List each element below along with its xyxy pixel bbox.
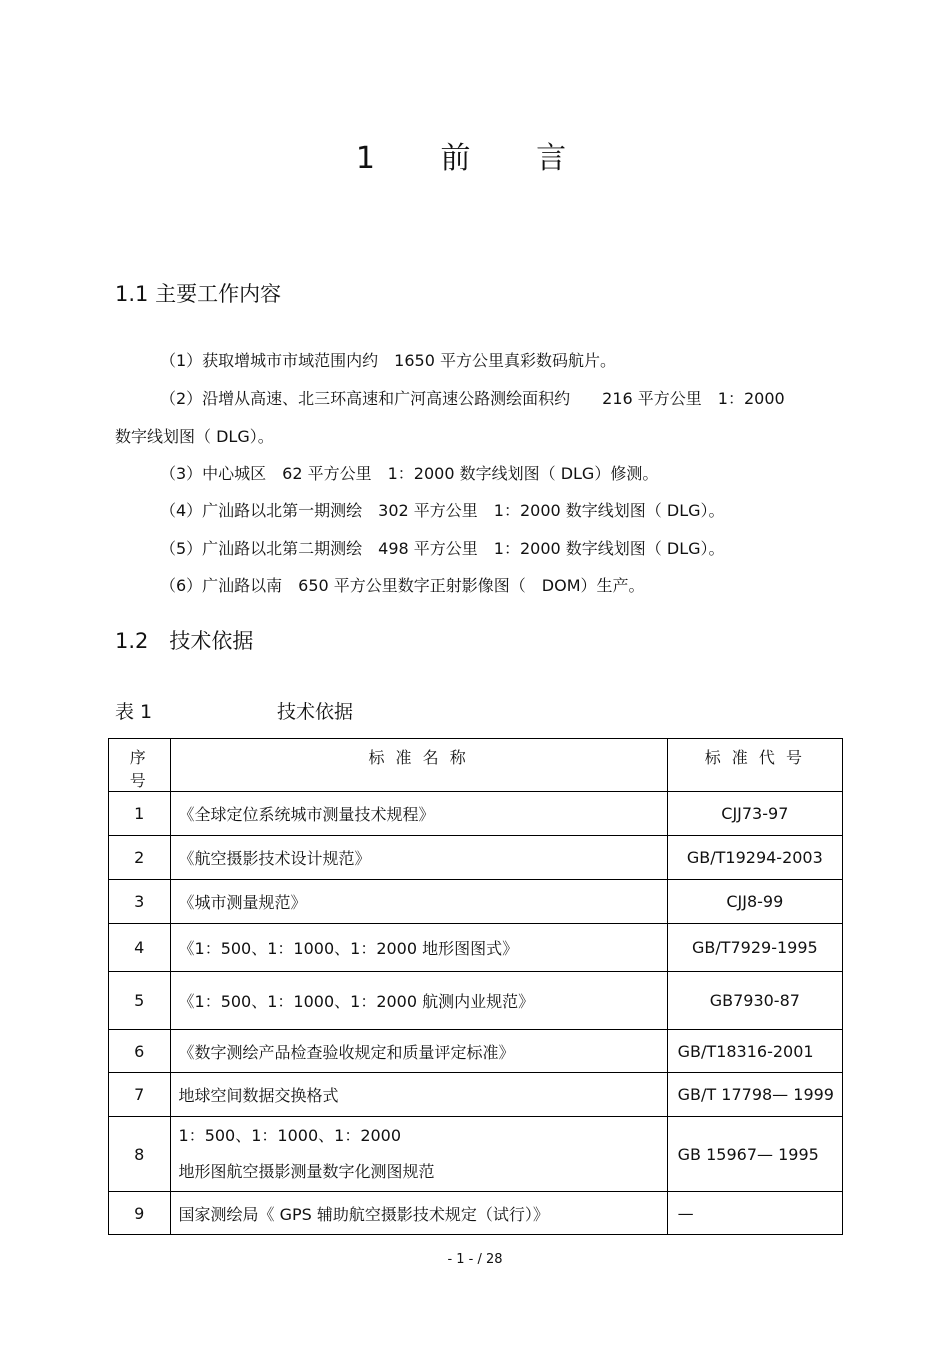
- table-label: 表 1: [115, 701, 153, 723]
- row-no: 1: [109, 792, 171, 836]
- row-name-line-2: 地形图航空摄影测量数字化测图规范: [178, 1162, 435, 1181]
- row-name: 《全球定位系统城市测量技术规程》: [170, 792, 667, 836]
- work-item-2-continuation: 数字线划图（ DLG）。: [115, 427, 274, 446]
- table-row: [109, 792, 843, 836]
- work-item-5: （5）广汕路以北第二期测绘 498 平方公里 1：2000 数字线划图（ DLG）。: [160, 539, 725, 558]
- row-name: 国家测绘局《 GPS 辅助航空摄影技术规定（试行）》: [170, 1192, 667, 1235]
- section-heading-work-content: 1.1 主要工作内容: [115, 282, 282, 306]
- row-code: GB/T7929-1995: [667, 924, 842, 972]
- table-row: [109, 1192, 843, 1235]
- row-code: GB/T 17798— 1999: [667, 1073, 842, 1117]
- header-no: 序 号: [109, 739, 171, 792]
- row-name: 《城市测量规范》: [170, 880, 667, 924]
- table-title: 技术依据: [277, 701, 354, 723]
- row-code: CJJ8-99: [667, 880, 842, 924]
- table-row: [109, 1117, 843, 1192]
- row-code: CJJ73-97: [667, 792, 842, 836]
- work-item-3: （3）中心城区 62 平方公里 1：2000 数字线划图（ DLG）修测。: [160, 464, 659, 483]
- row-no: 9: [109, 1192, 171, 1235]
- standards-table: [108, 738, 843, 1235]
- row-no: 6: [109, 1030, 171, 1073]
- row-no: 3: [109, 880, 171, 924]
- row-code: GB/T18316-2001: [667, 1030, 842, 1073]
- work-item-2: （2）沿增从高速、北三环高速和广河高速公路测绘面积约 216 平方公里 1：2000: [160, 389, 785, 408]
- page-number: - 1 - / 28: [447, 1252, 503, 1267]
- row-no: 8: [109, 1117, 171, 1192]
- row-no: 2: [109, 836, 171, 880]
- header-code: 标 准 代 号: [667, 739, 842, 792]
- header-name: 标 准 名 称: [170, 739, 667, 792]
- row-name-multiline: [170, 1117, 667, 1192]
- row-code: GB/T19294-2003: [667, 836, 842, 880]
- table-header-row: [109, 739, 843, 792]
- work-item-6: （6）广汕路以南 650 平方公里数字正射影像图（ DOM）生产。: [160, 576, 645, 595]
- work-item-4: （4）广汕路以北第一期测绘 302 平方公里 1：2000 数字线划图（ DLG）。: [160, 501, 725, 520]
- row-code: GB7930-87: [667, 972, 842, 1030]
- row-code: GB 15967— 1995: [667, 1117, 842, 1192]
- table-row: [109, 880, 843, 924]
- row-no: 7: [109, 1073, 171, 1117]
- page-title: 1 前 言: [355, 141, 595, 176]
- row-name: 《1：500、1：1000、1：2000 航测内业规范》: [170, 972, 667, 1030]
- row-name: 《数字测绘产品检查验收规定和质量评定标准》: [170, 1030, 667, 1073]
- table-row: [109, 836, 843, 880]
- section-heading-tech-basis: 1.2 技术依据: [115, 629, 254, 653]
- work-item-1: （1）获取增城市市域范围内约 1650 平方公里真彩数码航片。: [160, 351, 616, 370]
- row-code: —: [667, 1192, 842, 1235]
- table-row: [109, 1073, 843, 1117]
- row-name: 地球空间数据交换格式: [170, 1073, 667, 1117]
- row-no: 4: [109, 924, 171, 972]
- table-row: [109, 924, 843, 972]
- row-name: 《1：500、1：1000、1：2000 地形图图式》: [170, 924, 667, 972]
- row-name: 《航空摄影技术设计规范》: [170, 836, 667, 880]
- table-row: [109, 1030, 843, 1073]
- row-name-line-1: 1：500、1：1000、1：2000: [178, 1126, 402, 1145]
- row-no: 5: [109, 972, 171, 1030]
- table-row: [109, 972, 843, 1030]
